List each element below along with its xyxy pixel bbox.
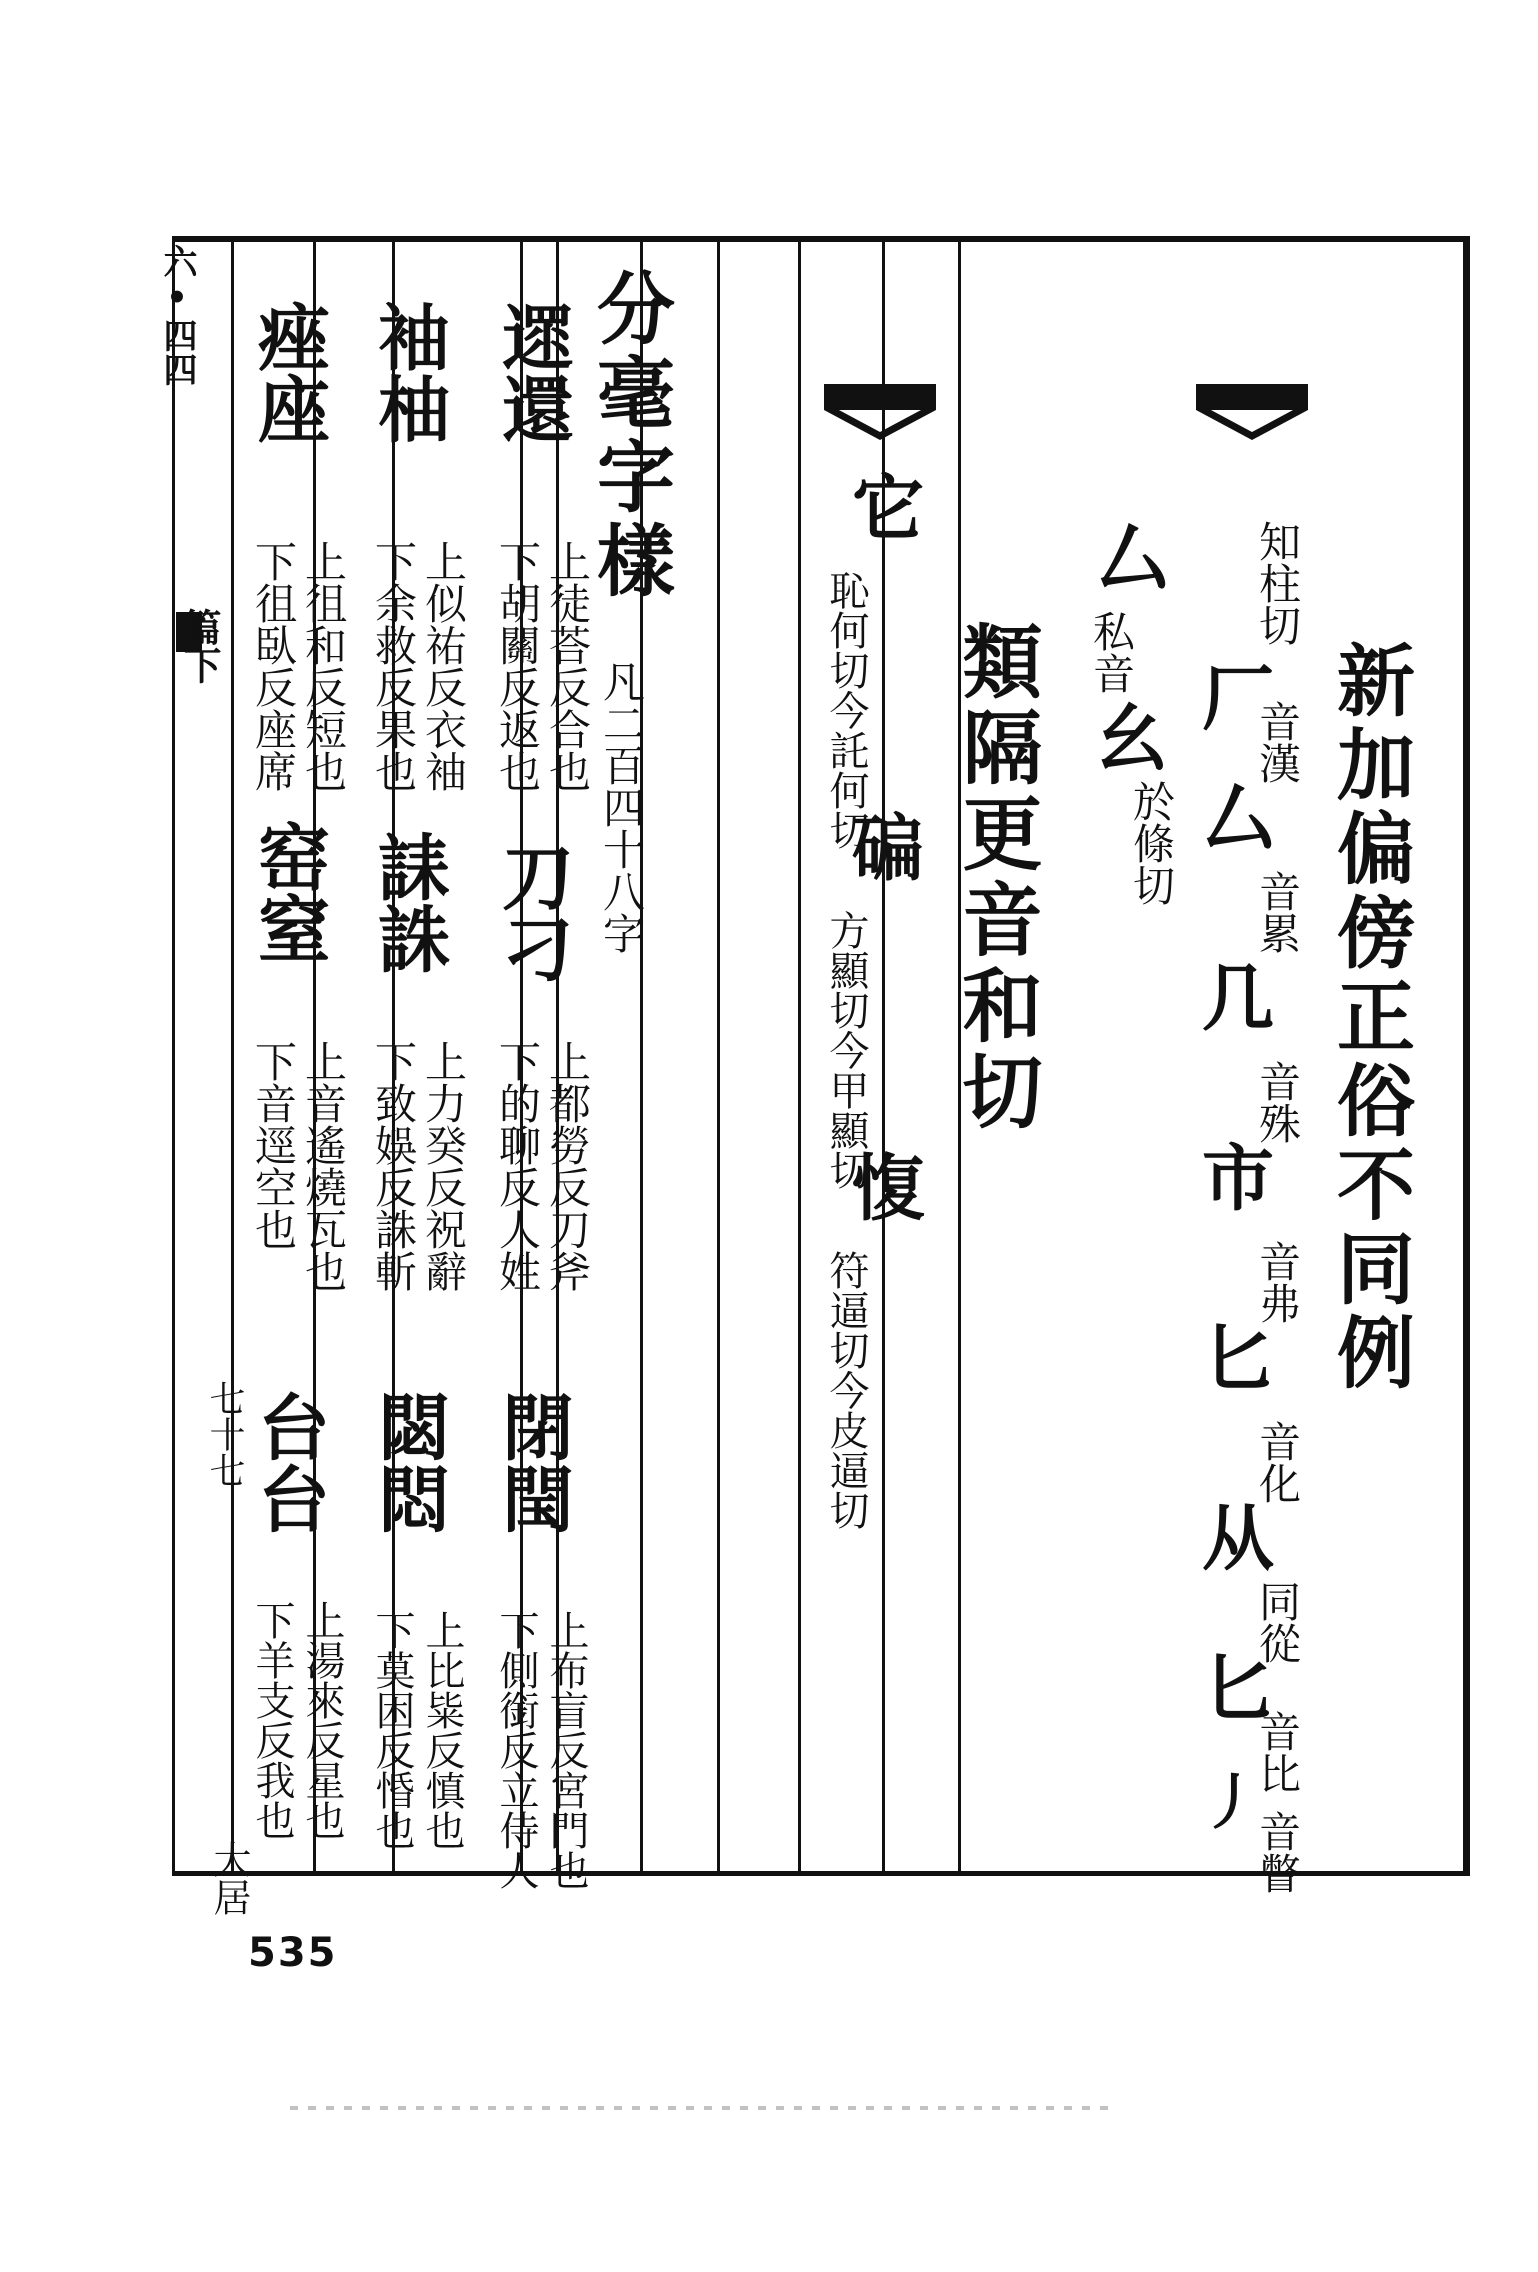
pair-gloss-upper: 上湯來反星也 (299, 1600, 345, 1840)
entry-char: 碥 (840, 810, 925, 882)
pair-chars: 台台 (246, 1390, 331, 1534)
pair-gloss-lower: 下胡關反返也 (493, 540, 542, 792)
margin-section-label: 篇下 (177, 608, 222, 684)
radical-gloss: 音化 (1253, 1420, 1302, 1504)
yao-gloss: 於條切 (1127, 780, 1176, 906)
pair-chars: 誄誅 (366, 830, 451, 974)
radical-gloss: 音瞥 (1253, 1810, 1302, 1894)
radical-gloss: 音累 (1253, 870, 1302, 954)
radical-char: 厶 (1190, 780, 1275, 852)
column-rule (231, 236, 234, 1876)
radical-char: 匕 (1190, 1650, 1275, 1722)
pair-gloss-upper: 上似祐反衣袖 (419, 540, 468, 792)
mu-gloss: 私音 (1087, 610, 1136, 694)
radical-gloss: 同從 (1253, 1580, 1302, 1664)
page-number: 535 (248, 1930, 338, 1976)
pair-gloss-lower: 下致娛反誅斬 (369, 1040, 418, 1292)
fish-tail-marker (824, 384, 936, 454)
pair-gloss-lower: 下余救反果也 (369, 540, 418, 792)
radical-gloss: 音殊 (1253, 1060, 1302, 1144)
pair-gloss-upper: 上音遙燒瓦也 (299, 1040, 348, 1292)
margin-top-text: 六•四四 (157, 244, 197, 386)
pair-chars: 閉閠 (490, 1390, 575, 1534)
margin-folio-number: 七十七 (204, 1380, 245, 1488)
pair-gloss-lower: 下徂臥反座席 (249, 540, 298, 792)
scan-noise-divider (290, 2106, 1110, 2110)
radical-gloss: 音漢 (1253, 700, 1302, 784)
radical-char: 匕 (1190, 1320, 1275, 1392)
radical-char: 市 (1190, 1140, 1275, 1212)
mu-char: 厶 (1084, 520, 1169, 592)
yao-char: 幺 (1084, 700, 1169, 772)
entry-gloss: 恥何切今託何切 (823, 570, 869, 850)
pair-chars: 袖柚 (366, 300, 451, 444)
pair-gloss-lower: 下的聊反人姓 (493, 1040, 542, 1292)
pair-chars: 痤座 (246, 300, 331, 444)
pair-gloss-lower: 下音逕空也 (249, 1040, 298, 1250)
radical-char: 从 (1190, 1500, 1275, 1572)
section2-title: 類隔更音和切 (949, 620, 1043, 1136)
radical-char: 丿 (1191, 1770, 1261, 1830)
pair-chars: 窑窒 (246, 820, 331, 964)
pair-gloss-lower: 下莫困反惛也 (369, 1610, 415, 1850)
margin-bottom-text: 大居 (207, 1840, 251, 1916)
pair-chars: 閟悶 (366, 1390, 451, 1534)
entry-gloss: 符逼切今皮逼切 (823, 1250, 869, 1530)
pair-gloss-lower: 下羊支反我也 (249, 1600, 295, 1840)
entry-gloss: 方顯切今甲顯切 (823, 910, 869, 1190)
entry-char: 愎 (840, 1150, 925, 1222)
pair-gloss-upper: 上力癸反祝辭 (419, 1040, 468, 1292)
pair-chars: 遝還 (490, 300, 575, 444)
pair-gloss-upper: 上徂和反短也 (299, 540, 348, 792)
column-rule (172, 236, 175, 1876)
pair-gloss-upper: 上布盲反宮門也 (543, 1610, 589, 1890)
pair-chars: 刀刁 (490, 840, 575, 984)
section3-count: 凡二百四十八字 (597, 660, 646, 954)
radical-gloss: 音比 (1253, 1710, 1302, 1794)
fish-tail-marker (1196, 384, 1308, 454)
pair-gloss-upper: 上都勞反刀斧 (543, 1040, 592, 1292)
radical-char: 厂 (1190, 660, 1275, 732)
section3-title: 分毫字樣 (584, 268, 675, 604)
entry-char: 它 (840, 470, 925, 542)
radical-char: 几 (1190, 960, 1275, 1032)
pair-gloss-upper: 上徒荅反合也 (543, 540, 592, 792)
radical-gloss: 知柱切 (1253, 520, 1302, 646)
column-rule (717, 236, 720, 1876)
section-title: 新加偏傍正俗不同例 (1324, 640, 1415, 1396)
radical-gloss: 音弗 (1253, 1240, 1302, 1324)
pair-gloss-lower: 下側銜反立侍人 (493, 1610, 539, 1890)
pair-gloss-upper: 上比粊反慎也 (419, 1610, 465, 1850)
column-rule (798, 236, 801, 1876)
